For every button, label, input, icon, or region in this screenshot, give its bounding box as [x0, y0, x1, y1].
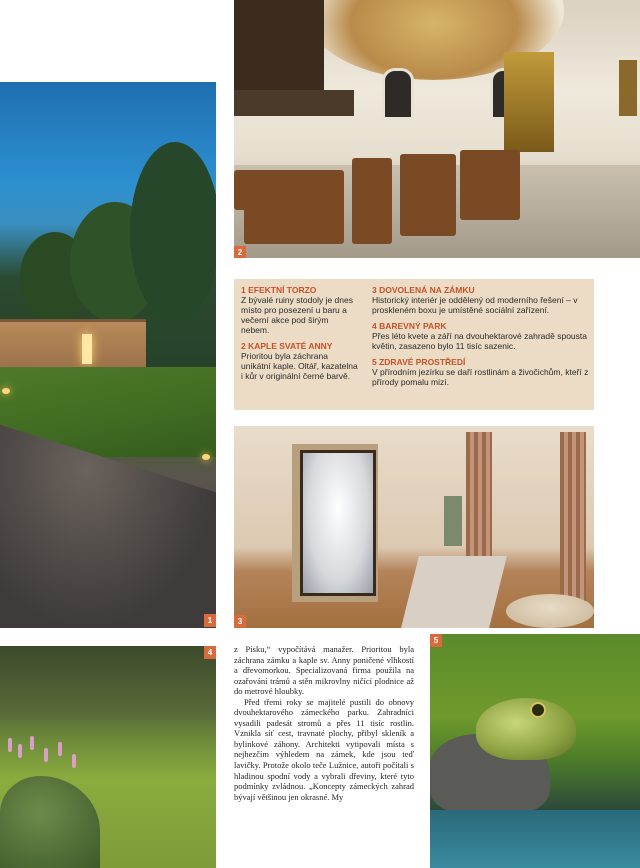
choir-balcony: [234, 90, 354, 116]
pew: [352, 158, 392, 244]
flower: [44, 748, 48, 762]
article-paragraph: Před třemi roky se majitelé pustili do obnovy dvouhektarového zámeckého parku. Zahradníci vysadili padesát stromů a přes 11 tisíc rostlin. Vznikla síť cest, travnaté plochy, přibyl skleník a bylinkové záhony. Architekti vytipovali místa s nejhezčím výhledem na zámek, kde jsou teď lavičky. Protože okolo teče Lužnice, autoři počítali s hladinou spodní vody a vybrali dřeviny, které tyto podmínky zvládnou. „Koncepty zámeckých zahrad bývají většinou jen okrasné. My: [234, 696, 414, 802]
photo-number-badge: 1: [204, 614, 216, 627]
flower: [72, 754, 76, 768]
round-table: [506, 594, 594, 628]
flower: [30, 736, 34, 750]
article-paragraph: z Písku,“ vypočítává manažer. Prioritou byla záchrana zámku a kaple sv. Anny poničené vlhkostí a dřevomorkou. Specializovaná firma použila na ozařování trámů a stěn mikrovlny ničící plodnice až do metrové hloubky.: [234, 644, 414, 697]
frosted-glass-door: [300, 450, 376, 596]
flower: [18, 744, 22, 758]
caption-text: Přes léto kvete a září na dvouhektarové zahradě spousta květin, zasazeno bylo 11 tisíc sazenic.: [372, 331, 587, 351]
statue: [619, 60, 637, 116]
flower: [8, 738, 12, 752]
frog: [476, 698, 576, 760]
pond-water: [430, 810, 640, 868]
photo-number-badge: 4: [204, 646, 216, 659]
caption-item: [241, 341, 359, 381]
rug: [401, 556, 507, 628]
ground-light: [2, 388, 10, 394]
caption-text: Z bývalé ruiny stodoly je dnes místo pro posezení u baru a večerní akce pod širým nebem.: [241, 295, 353, 335]
altar: [504, 52, 554, 152]
caption-heading: 2 KAPLE SVATÉ ANNY: [241, 341, 333, 351]
caption-heading: 3 DOVOLENÁ NA ZÁMKU: [372, 285, 475, 295]
caption-heading: 4 BAREVNÝ PARK: [372, 321, 447, 331]
caption-box: [234, 279, 594, 410]
pew: [244, 200, 344, 244]
photo-frog-pond: [430, 634, 640, 868]
caption-text: Historický interiér je oddělený od moderního řešení – v proskleném boxu je umístěné sociální zařízení.: [372, 295, 578, 315]
caption-heading: 5 ZDRAVÉ PROSTŘEDÍ: [372, 357, 466, 367]
caption-item: [241, 285, 359, 335]
caption-item: [372, 321, 590, 351]
photo-interior: [234, 426, 594, 628]
pew: [400, 154, 456, 236]
caption-text: Prioritou byla záchrana unikátní kaple. Oltář, kazatelna i kůr v originální černé barvě.: [241, 351, 358, 381]
photo-flower-park: [0, 646, 216, 868]
photo-chapel: [234, 0, 640, 258]
photo-number-badge: 2: [234, 246, 246, 258]
ground-light: [202, 454, 210, 460]
caption-text: V přírodním jezírku se daří rostlinám a živočichům, kteří z přírody pomalu mizí.: [372, 367, 589, 387]
curtain: [560, 432, 586, 602]
flower: [58, 742, 62, 756]
photo-number-badge: 3: [234, 615, 246, 628]
caption-heading: 1 EFEKTNÍ TORZO: [241, 285, 317, 295]
pew: [460, 150, 520, 220]
photo-garden-night: [0, 82, 216, 628]
chapel-window: [382, 68, 414, 120]
photo-number-badge: 5: [430, 634, 442, 647]
tiled-stove: [444, 496, 462, 546]
frog-eye: [530, 702, 546, 718]
article-body: [234, 644, 414, 802]
caption-column-left: [241, 285, 359, 387]
barn-ruin-wall: [0, 319, 146, 372]
tree: [130, 142, 216, 322]
caption-item: [372, 357, 590, 387]
caption-column-right: [372, 285, 590, 393]
caption-item: [372, 285, 590, 315]
lit-doorway: [82, 334, 92, 364]
flower-bush: [0, 776, 100, 868]
